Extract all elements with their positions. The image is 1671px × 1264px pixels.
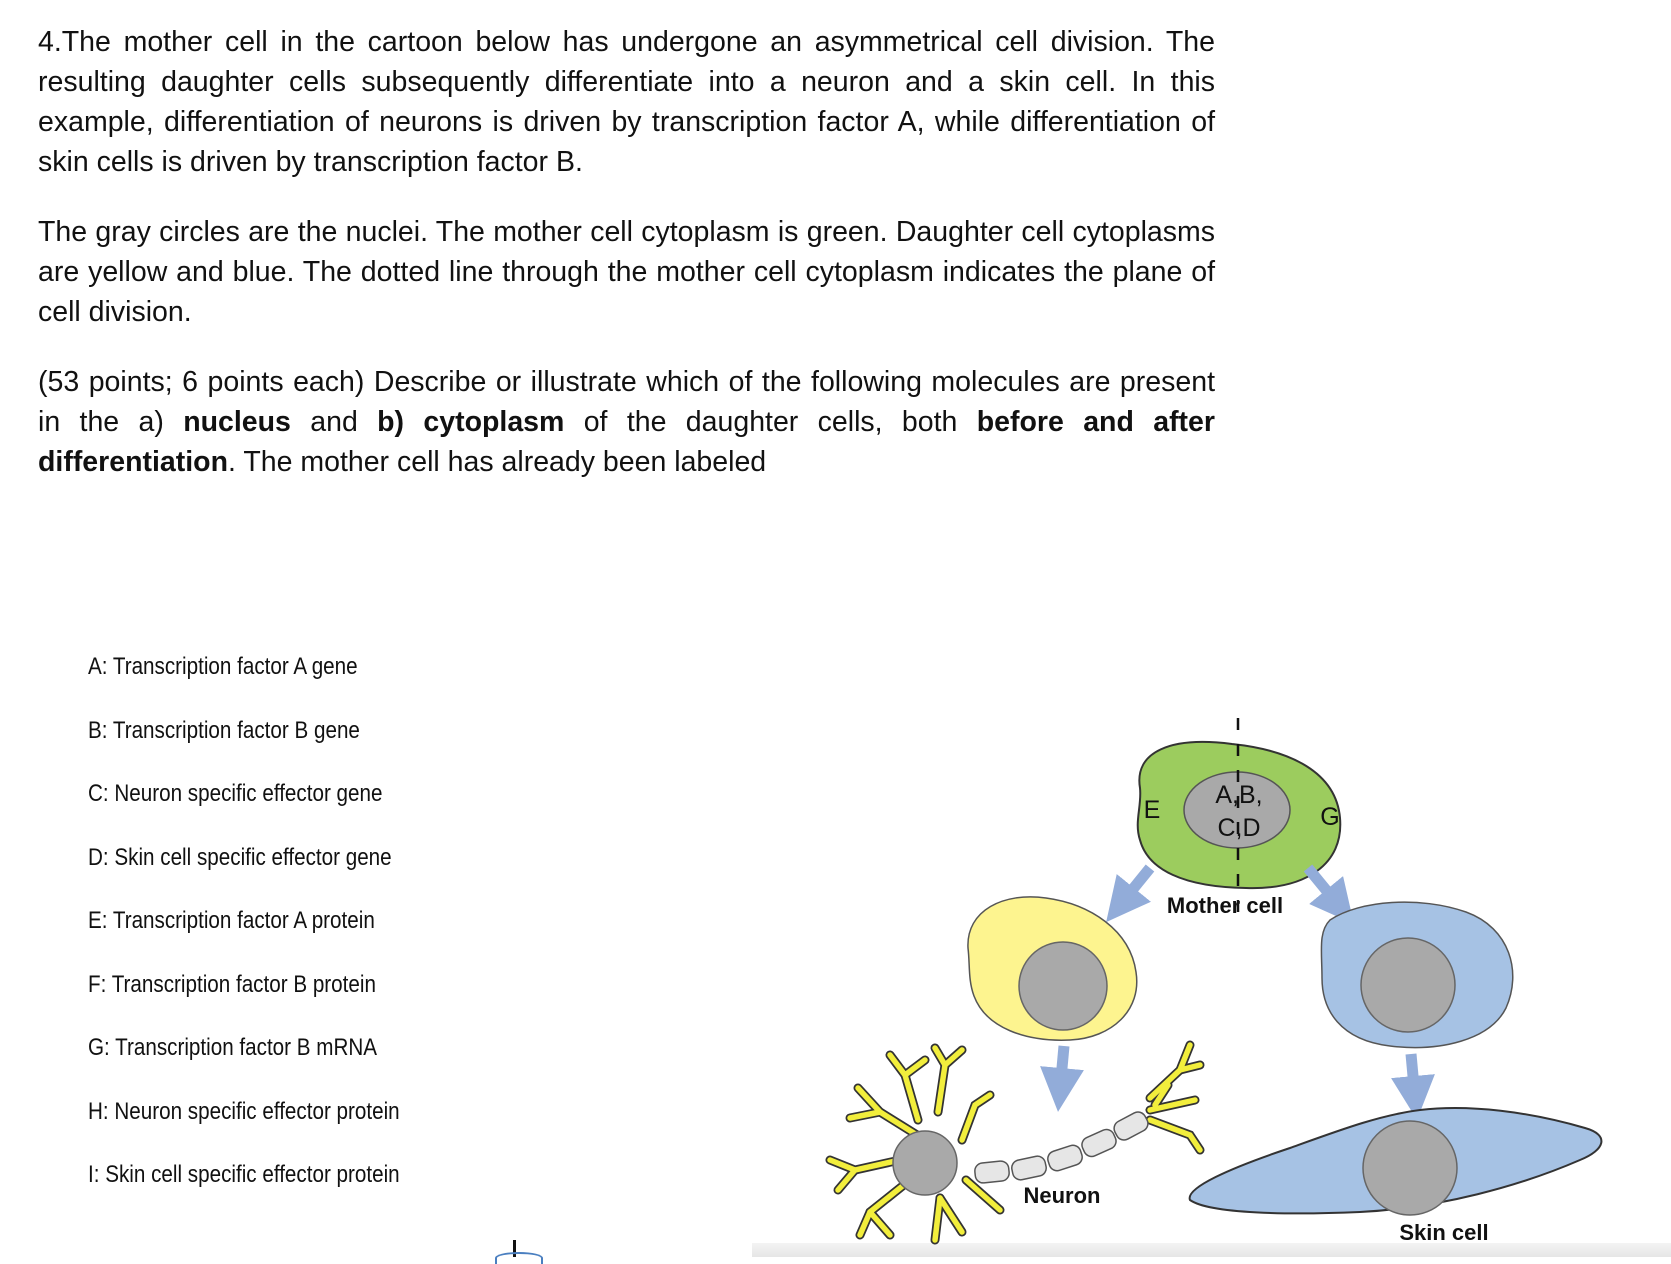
neuron-dendrites-fill [830,1045,1200,1240]
yellow-daughter-cell [968,897,1137,1040]
arrow-to-yellow-cell [1120,868,1150,905]
q3-text-4: . The mother cell has already been labeled [228,446,767,478]
neuron-dendrites [830,1045,1200,1240]
q3-bold-before-after: before and after differentiation [38,406,1215,478]
neuron [830,1045,1200,1240]
blue-cell-nucleus [1361,938,1455,1032]
neuron-cell-body [893,1131,957,1195]
legend-item-d: D: Skin cell specific effector gene [88,843,392,871]
q3-text-3: of the daughter cells, both [564,406,977,438]
arrow-to-skin-cell [1411,1054,1415,1098]
q3-text-2: and [290,406,378,438]
legend-item-g: G: Transcription factor B mRNA [88,1034,378,1061]
legend-item-f: F: Transcription factor B protein [88,970,376,998]
legend-item-e: E: Transcription factor A protein [88,907,375,934]
legend-item-a: A: Transcription factor A gene [88,653,358,680]
legend-item-i: I: Skin cell specific effector protein [88,1161,400,1188]
neuron-label: Neuron [1023,1183,1101,1208]
legend-item-c: C: Neuron specific effector gene [88,780,383,807]
mother-cell-label: Mother cell [1166,893,1284,918]
arrow-to-neuron [1060,1046,1064,1090]
blue-daughter-cell [1321,902,1512,1047]
arrow-to-blue-cell [1308,868,1340,907]
skin-cell-nucleus [1363,1121,1457,1215]
legend-item-h: H: Neuron specific effector protein [88,1097,400,1125]
legend-item-b: B: Transcription factor B gene [88,716,360,744]
mother-cytoplasm-label-e: E [1143,796,1161,824]
neuron-axon [974,1109,1151,1184]
skin-cell-label: Skin cell [1399,1220,1489,1245]
q3-text-1: (53 points; 6 points each) Describe or illustrate which of the following molecules are present in the a) [38,366,1215,438]
q3-bold-nucleus: nucleus [183,406,291,438]
mother-cytoplasm-label-g: G [1320,803,1340,831]
mother-nucleus-label-1: A,B, [1215,781,1263,809]
mother-nucleus-label-2: C,D [1217,814,1261,842]
mother-cell [1138,718,1341,920]
yellow-cell-nucleus [1019,942,1107,1030]
skin-cell [1190,1108,1602,1245]
q3-bold-cytoplasm: b) cytoplasm [377,406,565,438]
question-paragraph-1: 4.The mother cell in the cartoon below has undergone an asymmetrical cell division. The resulting daughter cells subsequently differentiate into a neuron and a skin cell. In this example, differentiation of neurons is driven by transcription factor A, while differentiation of skin cells is driven by transcription factor B. [38,26,1215,178]
question-paragraph-2: The gray circles are the nuclei. The mother cell cytoplasm is green. Daughter cell cytoplasms are yellow and blue. The dotted line through the mother cell cytoplasm indicates the plane of cell division. [38,216,1215,328]
